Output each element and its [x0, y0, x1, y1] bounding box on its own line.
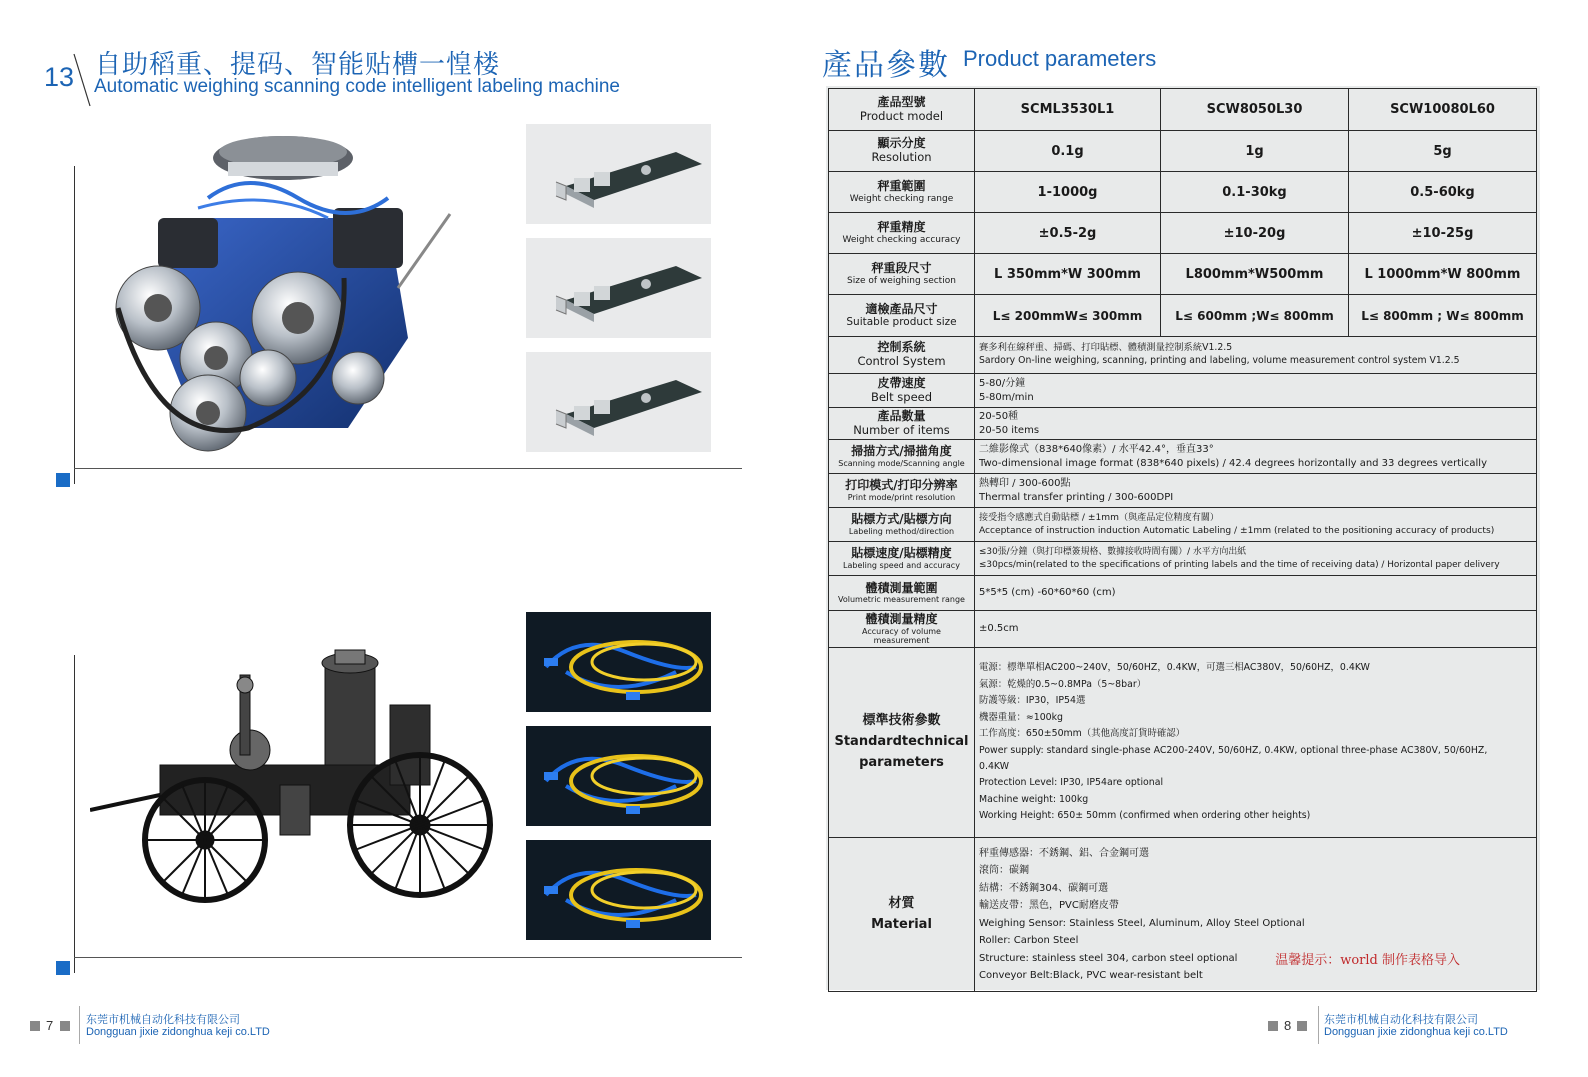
value-cell: L800mm*W500mm [1161, 254, 1349, 295]
value-cell: 0.1-30kg [1161, 172, 1349, 213]
label-cell: 顯示分度 Resolution [829, 131, 975, 172]
value-cell: ±10-20g [1161, 213, 1349, 254]
model-cell: SCW8050L30 [1161, 89, 1349, 131]
footer-company-en: Dongguan jixie zidonghua keji co.LTD [86, 1026, 270, 1038]
footer-company-en: Dongguan jixie zidonghua keji co.LTD [1324, 1026, 1508, 1038]
table-row [829, 576, 1537, 611]
label-cell: 體積測量精度 Accuracy of volume measurement [829, 611, 975, 648]
label-cell: 產品數量 Number of items [829, 408, 975, 440]
footer-company-cn: 东莞市机械自动化科技有限公司 [86, 1013, 240, 1026]
table-row [829, 213, 1537, 254]
label-cell: 掃描方式/掃描角度 Scanning mode/Scanning angle [829, 440, 975, 474]
marker-square-top [56, 473, 70, 487]
table-row [829, 542, 1537, 576]
red-tip-note: 温馨提示：world 制作表格导入 [1275, 953, 1460, 969]
value-cell: 0.1g [975, 131, 1161, 172]
network-card-image [526, 124, 711, 224]
fire-engine-image [90, 645, 495, 910]
info-cell: ±0.5cm [975, 611, 1537, 648]
network-card-image [526, 352, 711, 452]
label-cell: 皮帶速度 Belt speed [829, 374, 975, 408]
label-cell: 秤重精度 Weight checking accuracy [829, 213, 975, 254]
footer-company-cn: 东莞市机械自动化科技有限公司 [1324, 1013, 1478, 1026]
table-row-material [829, 838, 1537, 992]
fiber-cable-image [526, 612, 711, 712]
fiber-cable-image [526, 726, 711, 826]
frame-line-vertical-top [74, 166, 75, 484]
label-cell: 秤重範圍 Weight checking range [829, 172, 975, 213]
table-row [829, 611, 1537, 648]
label-cell: 控制系統 Control System [829, 337, 975, 374]
product-parameters-table [828, 88, 1537, 992]
model-cell: SCML3530L1 [975, 89, 1161, 131]
value-cell: L 350mm*W 300mm [975, 254, 1161, 295]
label-cell: 產品型號 Product model [829, 89, 975, 131]
table-row [829, 337, 1537, 374]
info-cell: 熱轉印 / 300-600點 Thermal transfer printing / 300-600DPI [975, 474, 1537, 508]
value-cell: 1-1000g [975, 172, 1161, 213]
value-cell: L 1000mm*W 800mm [1349, 254, 1537, 295]
info-cell: ≤30張/分鐘（與打印標簽規格、數據接收時間有關）/ 水平方向出紙 ≤30pcs/min(related to the specifications of printing labels and the time of receiving data) / Horizontal paper delivery [975, 542, 1537, 576]
params-title-chinese: 產品參數 [822, 48, 950, 83]
value-cell: L≤ 600mm ;W≤ 800mm [1161, 295, 1349, 337]
table-row-model [829, 89, 1537, 131]
model-cell: SCW10080L60 [1349, 89, 1537, 131]
info-cell: 5-80/分鐘 5-80m/min [975, 374, 1537, 408]
label-cell: 打印模式/打印分辨率 Print mode/print resolution [829, 474, 975, 508]
frame-line-horizontal-top [74, 468, 742, 469]
frame-line-horizontal-bottom [74, 957, 742, 958]
value-cell: 0.5-60kg [1349, 172, 1537, 213]
footer-square-right [1297, 1021, 1307, 1031]
frame-line-vertical-bottom [74, 655, 75, 973]
footer-square-right [60, 1021, 70, 1031]
info-cell: 20-50種 20-50 items [975, 408, 1537, 440]
network-card-image [526, 238, 711, 338]
table-row [829, 508, 1537, 542]
table-row [829, 374, 1537, 408]
label-cell: 標準技術參數 Standardtechnical parameters [829, 648, 975, 838]
table-row [829, 172, 1537, 213]
label-cell: 體積測量範圍 Volumetric measurement range [829, 576, 975, 611]
info-cell: 5*5*5 (cm) -60*60*60 (cm) [975, 576, 1537, 611]
footer-square-left [1268, 1021, 1278, 1031]
footer-divider [79, 1006, 80, 1044]
fiber-cable-image [526, 840, 711, 940]
section-number: 13 [44, 62, 75, 92]
label-cell: 秤重段尺寸 Size of weighing section [829, 254, 975, 295]
value-cell: L≤ 800mm ; W≤ 800mm [1349, 295, 1537, 337]
info-cell: 二維影像式（838*640像素）/ 水平42.4°，垂直33° Two-dimensional image format (838*640 pixels) / 42.4 degrees horizontally and 33 degrees vertically [975, 440, 1537, 474]
title-english: Automatic weighing scanning code intelligent labeling machine [94, 76, 620, 97]
table-row [829, 295, 1537, 337]
label-cell: 適檢產品尺寸 Suitable product size [829, 295, 975, 337]
info-cell: 賽多利在線秤重、掃碼、打印貼標、體積測量控制系統V1.2.5 Sardory On-line weighing, scanning, printing and labeling, volume measurement control system V1.2.5 [975, 337, 1537, 374]
value-cell: 5g [1349, 131, 1537, 172]
value-cell: ±0.5-2g [975, 213, 1161, 254]
table-row-standard [829, 648, 1537, 838]
table-row [829, 131, 1537, 172]
footer-square-left [30, 1021, 40, 1031]
section-slash [70, 52, 94, 108]
engine-image [98, 128, 458, 458]
page-number-left: 7 [46, 1018, 54, 1033]
label-cell: 貼標方式/貼標方向 Labeling method/direction [829, 508, 975, 542]
label-cell: 貼標速度/貼標精度 Labeling speed and accuracy [829, 542, 975, 576]
footer-divider [1318, 1006, 1319, 1044]
info-cell: 接受指令感應式自動貼標 / ±1mm（與產品定位精度有關） Acceptance of instruction induction Automatic Labeling / ±1mm (related to the positioning accuracy of products) [975, 508, 1537, 542]
table-row [829, 408, 1537, 440]
value-cell: ±10-25g [1349, 213, 1537, 254]
value-cell: 1g [1161, 131, 1349, 172]
table-row [829, 440, 1537, 474]
page-number-right: 8 [1284, 1018, 1292, 1033]
params-title-english: Product parameters [963, 46, 1157, 71]
table-row [829, 474, 1537, 508]
label-cell: 材質 Material [829, 838, 975, 992]
marker-square-bottom [56, 961, 70, 975]
table-row [829, 254, 1537, 295]
value-cell: L≤ 200mmW≤ 300mm [975, 295, 1161, 337]
standard-params-cell: 電源：標準單相AC200~240V，50/60HZ，0.4KW，可選三相AC380V，50/60HZ，0.4KW 氣源：乾燥的0.5~0.8MPa（5~8bar） 防護等級：IP30，IP54選 機器重量：≈100kg 工作高度：650±50mm（其他高度訂貨時確認） Power supply: standard single-phase AC200-240V, 50/60HZ, 0.4KW, optional three-phase AC380V, 50/60HZ, 0.4KW Protection Level: IP30, IP54are optional Machine weight: 100kg Working Height: 650± 50mm (confirmed when ordering other heights) [975, 648, 1537, 838]
material-cell: 秤重傳感器：不銹鋼、鋁、合金鋼可選 滾筒：碳鋼 結構：不銹鋼304、碳鋼可選 輸送皮帶：黑色，PVC耐磨皮帶 Weighing Sensor: Stainless Steel, Aluminum, Alloy Steel Optional Roller: Carbon Steel Structure: stainless steel 304, carbon steel optional Conveyor Belt:Black, PVC wear-resistant belt 温馨提示：world 制作表格导入 [975, 838, 1537, 992]
title-chinese: 自助稻重、提码、智能贴槽一惶楼 [95, 50, 501, 80]
